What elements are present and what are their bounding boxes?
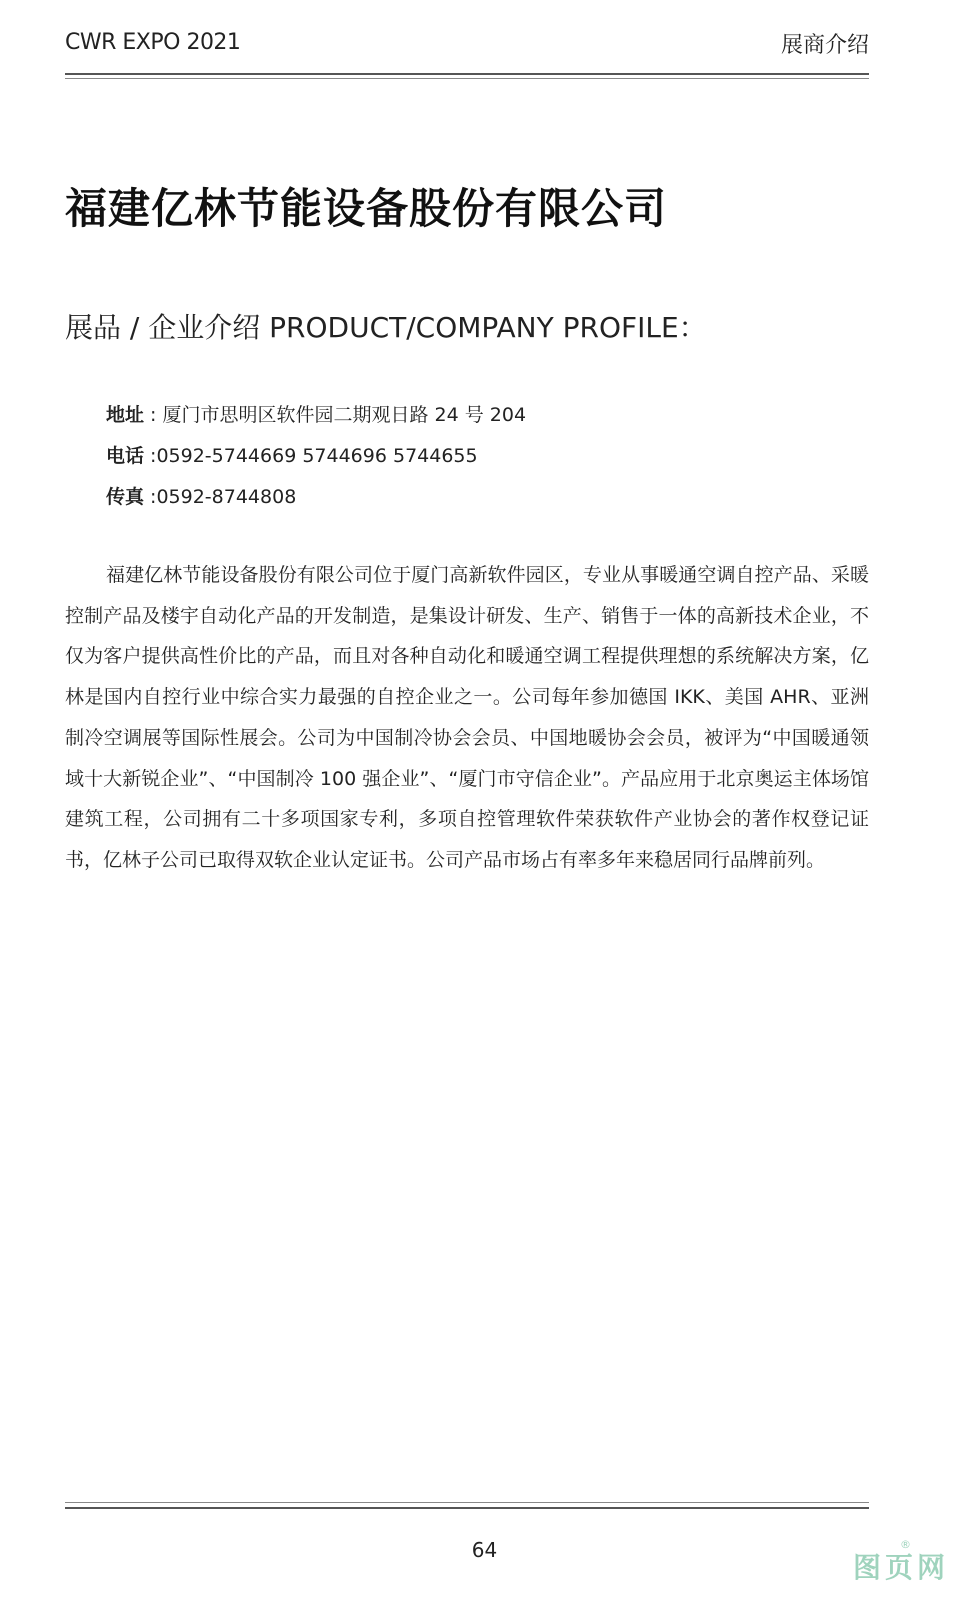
address-label: 地址 bbox=[106, 404, 145, 426]
footer-rule-bottom bbox=[65, 1507, 869, 1509]
address-line bbox=[106, 400, 526, 427]
phone-value: :0592-5744669 5744696 5744655 bbox=[144, 445, 478, 467]
header-section: 展商介绍 bbox=[780, 33, 869, 58]
watermark-registered-mark: ® bbox=[900, 1538, 911, 1551]
phone-label: 电话 bbox=[106, 445, 145, 467]
company-name: 福建亿林节能设备股份有限公司 bbox=[65, 184, 668, 233]
header-rule-top bbox=[65, 73, 869, 75]
company-description: 福建亿林节能设备股份有限公司位于厦门高新软件园区，专业从事暖通空调自控产品、采暖控制产品及楼宇自动化产品的开发制造，是集设计研发、生产、销售于一体的高新技术企业，不仅为客户提供高性价比的产品，而且对各种自动化和暖通空调工程提供理想的系统解决方案，亿林是国内自控行业中综合实力最强的自控企业之一。公司每年参加德国 IKK、美国 AHR、亚洲制冷空调展等国际性展会。公司为中国制冷协会会员、中国地暖协会会员，被评为“中国暖通领域十大新锐企业”、“中国制冷 100 强企业”、“厦门市守信企业”。产品应用于北京奥运主体场馆建筑工程，公司拥有二十多项国家专利，多项自控管理软件荣获软件产业协会的著作权登记证书，亿林子公司已取得双软企业认定证书。公司产品市场占有率多年来稳居同行品牌前列。 bbox=[65, 564, 869, 871]
section-title: 展品 / 企业介绍 PRODUCT/COMPANY PROFILE： bbox=[65, 311, 707, 344]
phone-line bbox=[106, 441, 478, 468]
fax-value: :0592-8744808 bbox=[144, 486, 297, 508]
address-value: : 厦门市思明区软件园二期观日路 24 号 204 bbox=[144, 404, 527, 426]
footer-rule-top bbox=[65, 1502, 869, 1503]
header-rule-bottom bbox=[65, 78, 869, 79]
header-title: CWR EXPO 2021 bbox=[65, 30, 241, 55]
fax-label: 传真 bbox=[106, 486, 145, 508]
page-number: 64 bbox=[471, 1538, 498, 1562]
watermark-logo: 图页网 bbox=[852, 1551, 949, 1584]
fax-line bbox=[106, 482, 296, 509]
